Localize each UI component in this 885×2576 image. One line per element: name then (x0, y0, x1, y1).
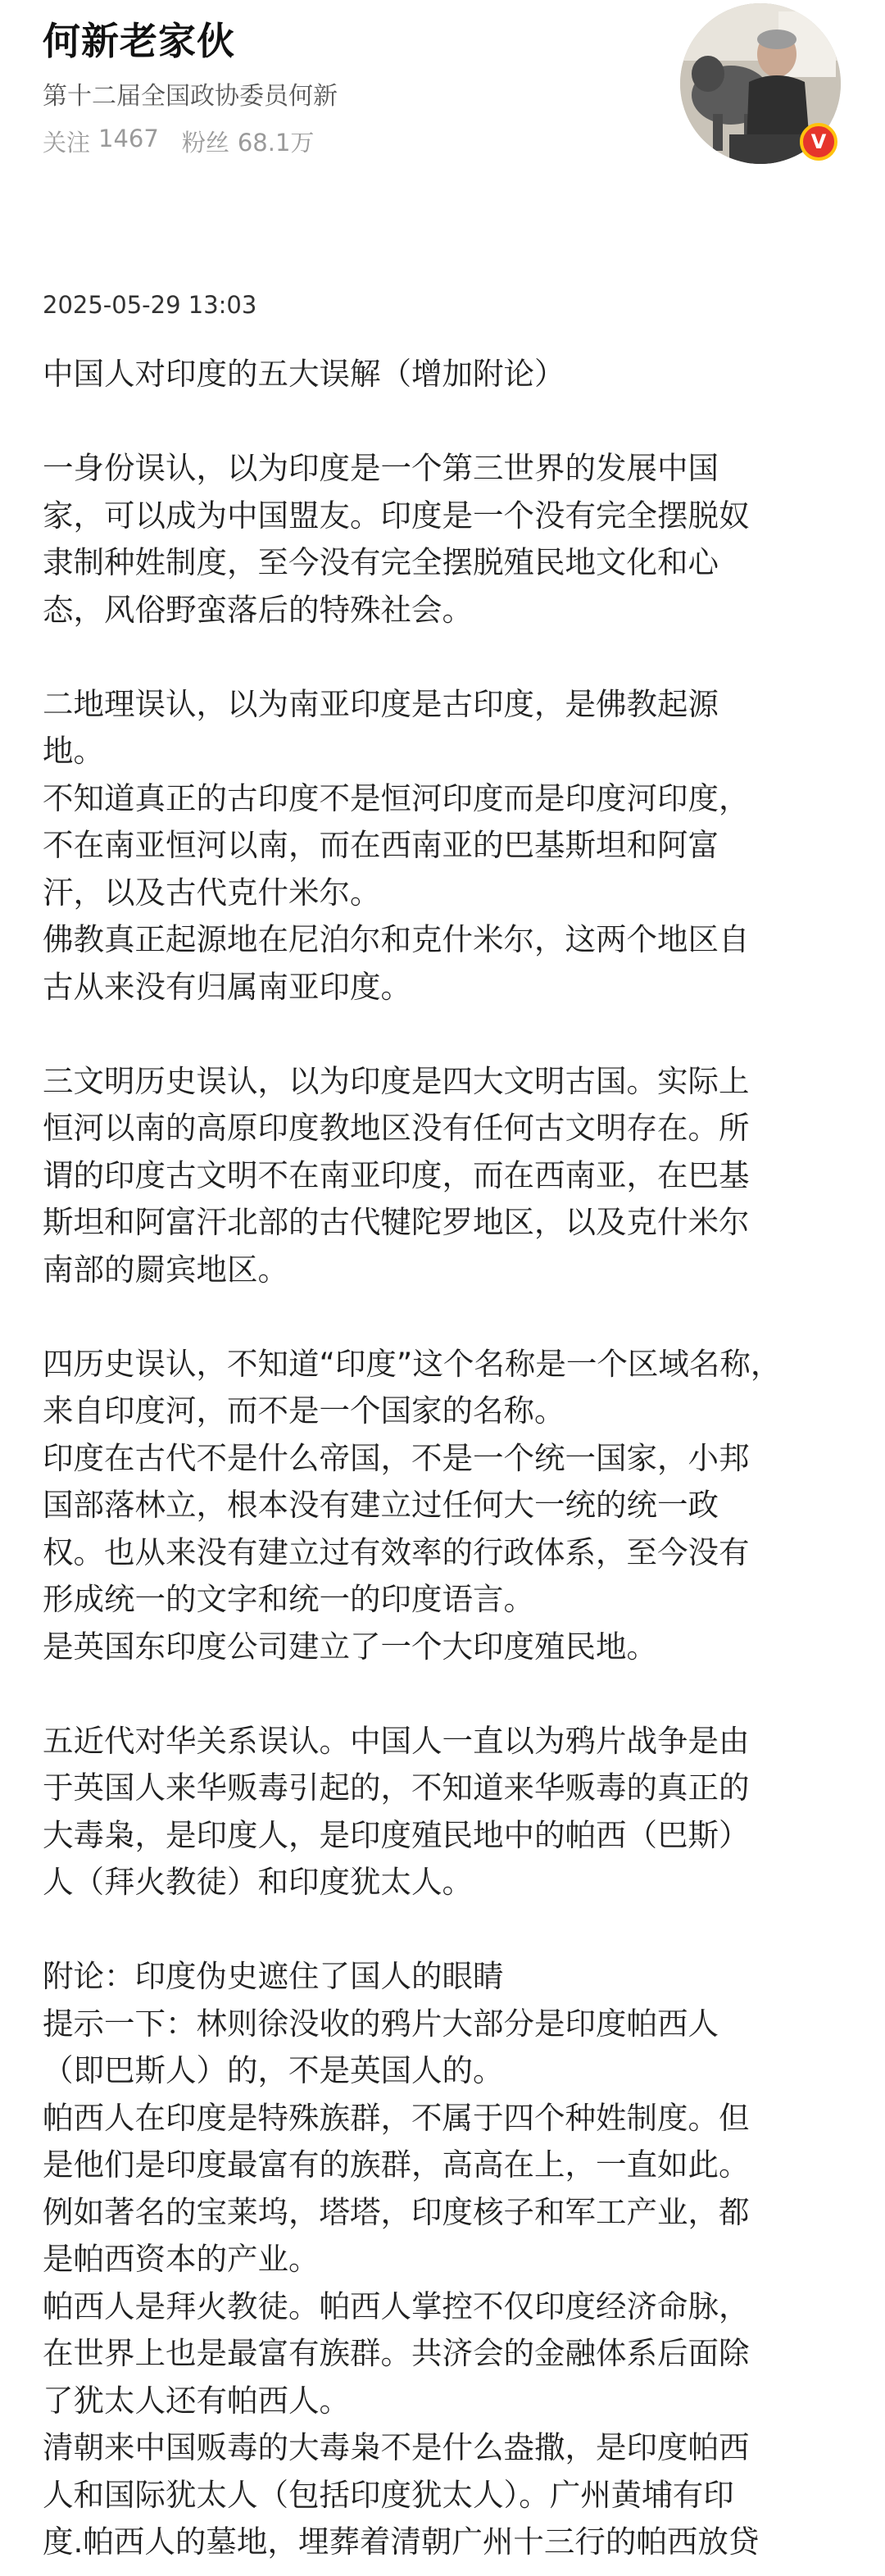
post-text-line: 四历史误认，不知道“印度”这个名称是一个区域名称， (43, 1345, 782, 1382)
post-text-line: 提示一下：林则徐没收的鸦片大部分是印度帕西人 (43, 2005, 719, 2042)
post-text-line: 权。也从来没有建立过有效率的行政体系，至今没有 (43, 1533, 750, 1570)
post-text-line: 不知道真正的古印度不是恒河印度而是印度河印度， (43, 779, 750, 816)
post-text-line: 附论：印度伪史遮住了国人的眼睛 (43, 1958, 504, 1994)
post-text-line: 一身份误认，以为印度是一个第三世界的发展中国 (43, 450, 719, 486)
paragraph-spacer (43, 1670, 842, 1718)
post-text-line: 清朝来中国贩毒的大毒枭不是什么盎撒，是印度帕西 (43, 2429, 750, 2465)
profile-stats (43, 125, 314, 158)
paragraph-spacer (43, 1011, 842, 1058)
avatar[interactable] (680, 3, 841, 164)
post-text-line: 人和国际犹太人（包括印度犹太人）。广州黄埔有印 (43, 2476, 734, 2513)
post-text-line: 中国人对印度的五大误解（增加附论） (43, 356, 565, 392)
post-text-line: 来自印度河，而不是一个国家的名称。 (43, 1392, 565, 1429)
paragraph-spacer (43, 398, 842, 446)
post-text-line: 是帕西资本的产业。 (43, 2241, 320, 2277)
followers-label: 粉丝 (181, 129, 229, 157)
post-text-line: 南部的罽宾地区。 (43, 1251, 288, 1288)
verified-badge-icon: V (800, 123, 837, 161)
paragraph-spacer (43, 1293, 842, 1341)
paragraph-spacer (43, 1906, 842, 1954)
post-text-line: 古从来没有归属南亚印度。 (43, 968, 411, 1005)
post-text-line: 五近代对华关系误认。中国人一直以为鸦片战争是由 (43, 1722, 750, 1759)
post-text-line: 于英国人来华贩毒引起的，不知道来华贩毒的真正的 (43, 1770, 750, 1806)
post-text-line: 例如著名的宝莱坞，塔塔，印度核子和军工产业，都 (43, 2193, 750, 2230)
post-text-line: 是他们是印度最富有的族群，高高在上，一直如此。 (43, 2147, 750, 2183)
author-title: 第十二届全国政协委员何新 (43, 82, 338, 111)
following-label: 关注 (43, 129, 91, 157)
post-text-line: 态，风俗野蛮落后的特殊社会。 (43, 591, 473, 628)
post-text-line: 大毒枭，是印度人，是印度殖民地中的帕西（巴斯） (43, 1816, 750, 1853)
post-text-line: 了犹太人还有帕西人。 (43, 2382, 350, 2419)
followers-stat[interactable] (182, 125, 315, 158)
author-name[interactable]: 何新老家伙 (43, 19, 235, 63)
following-count: 1467 (98, 125, 159, 152)
post-text-line: 印度在古代不是什么帝国，不是一个统一国家，小邦 (43, 1439, 750, 1476)
post-text-line: 佛教真正起源地在尼泊尔和克什米尔，这两个地区自 (43, 921, 750, 957)
post-text-line: 谓的印度古文明不在南亚印度，而在西南亚，在巴基 (43, 1156, 750, 1193)
post-text-line: 帕西人在印度是特殊族群，不属于四个种姓制度。但 (43, 2099, 750, 2136)
post-text-line: 三文明历史误认，以为印度是四大文明古国。实际上 (43, 1062, 750, 1099)
post-text-line: 隶制种姓制度，至今没有完全摆脱殖民地文化和心 (43, 544, 719, 580)
post-text-line: 家，可以成为中国盟友。印度是一个没有完全摆脱奴 (43, 497, 750, 534)
post-text-line: （即巴斯人）的，不是英国人的。 (43, 2052, 504, 2088)
profile-header (0, 0, 885, 180)
post-text-line: 帕西人是拜火教徒。帕西人掌控不仅印度经济命脉， (43, 2288, 750, 2324)
post-text-line: 是英国东印度公司建立了一个大印度殖民地。 (43, 1628, 657, 1665)
post-text-line: 斯坦和阿富汗北部的古代犍陀罗地区，以及克什米尔 (43, 1204, 750, 1240)
post-text-line: 汗，以及古代克什米尔。 (43, 874, 381, 911)
following-stat[interactable] (43, 125, 159, 158)
post-body (43, 351, 842, 2566)
post-text-line: 在世界上也是最富有族群。共济会的金融体系后面除 (43, 2335, 750, 2371)
post-text-line: 二地理误认，以为南亚印度是古印度，是佛教起源 (43, 685, 719, 722)
post-text-line: 地。 (43, 733, 104, 769)
post-text-line: 人（拜火教徒）和印度犹太人。 (43, 1864, 473, 1900)
followers-count: 68.1万 (237, 129, 315, 157)
post-text-line: 度.帕西人的墓地，埋葬着清朝广州十三行的帕西放贷 (43, 2524, 760, 2560)
post-text-line: 形成统一的文字和统一的印度语言。 (43, 1581, 534, 1617)
post-timestamp: 2025-05-29 13:03 (43, 291, 257, 319)
post-text-line: 不在南亚恒河以南，而在西南亚的巴基斯坦和阿富 (43, 827, 719, 863)
post-text-line: 国部落林立，根本没有建立过任何大一统的统一政 (43, 1487, 719, 1523)
paragraph-spacer (43, 634, 842, 681)
post-text-line: 恒河以南的高原印度教地区没有任何古文明存在。所 (43, 1110, 750, 1146)
